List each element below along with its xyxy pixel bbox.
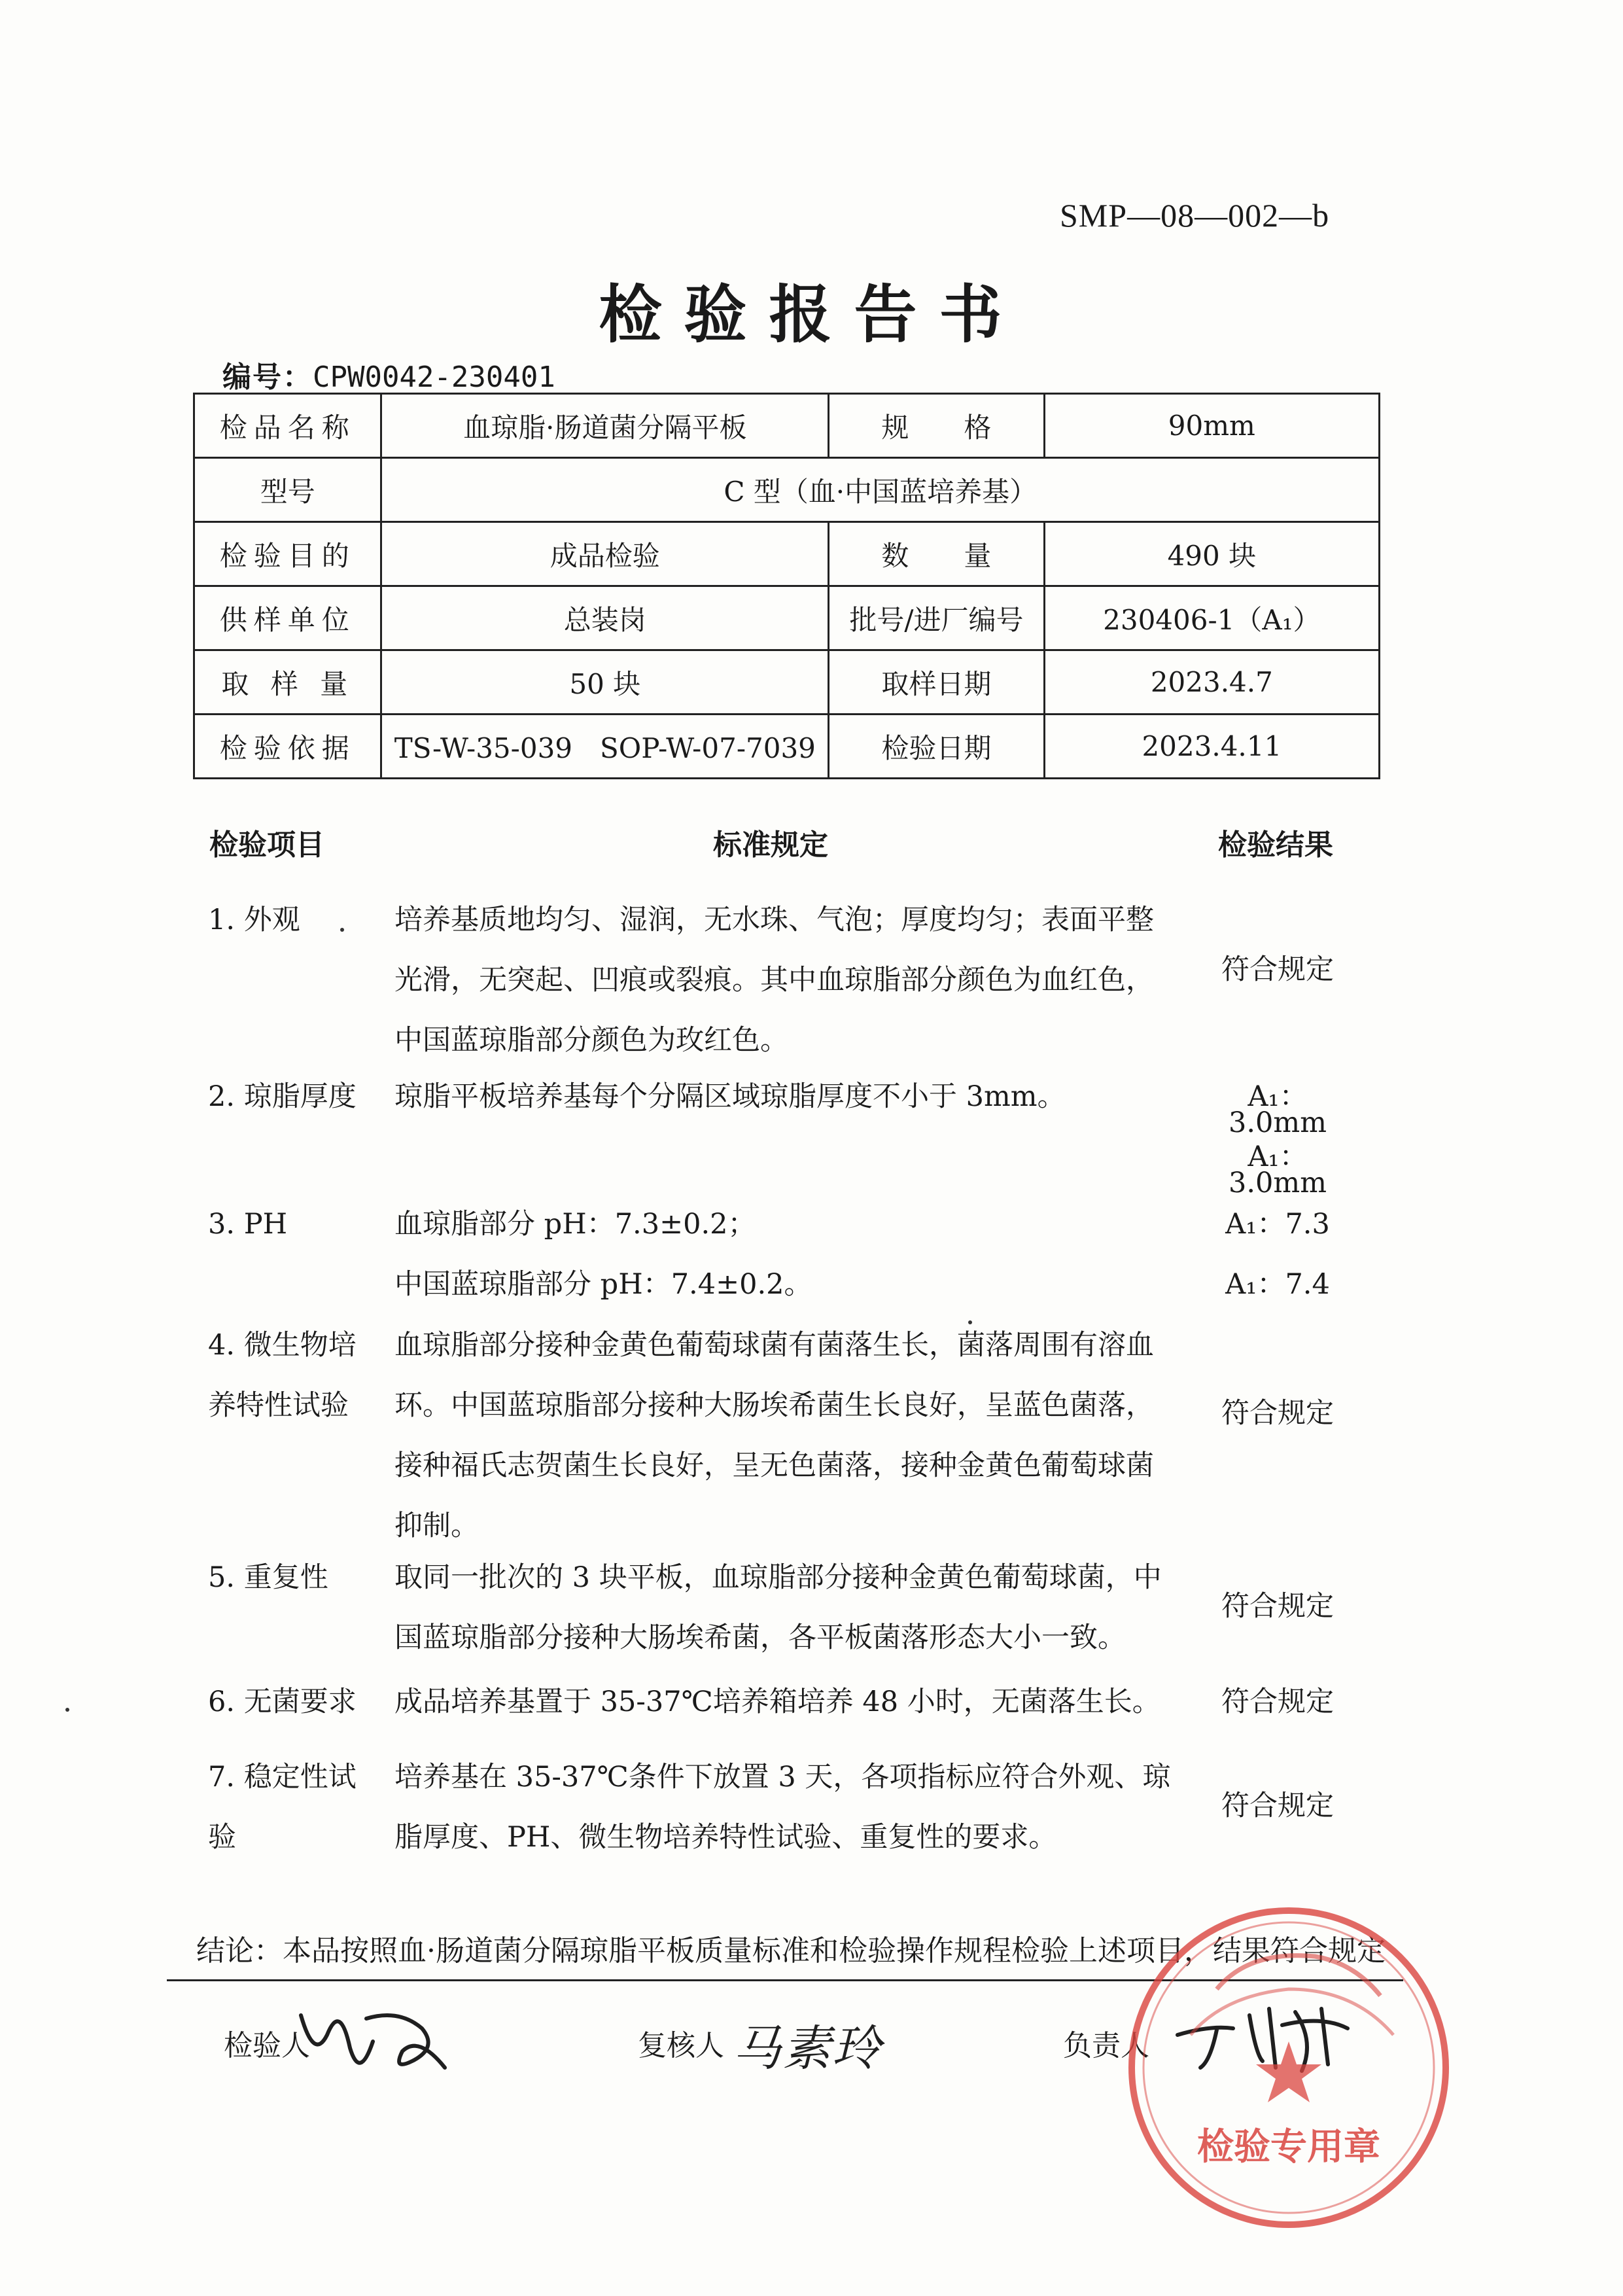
table-row bbox=[194, 586, 1380, 650]
item-label bbox=[208, 1672, 391, 1732]
standard-line: 血琼脂部分 pH：7.3±0.2； bbox=[394, 1208, 756, 1241]
table-row bbox=[194, 394, 1380, 458]
standard-line: 琼脂平板培养基每个分隔区域琼脂厚度不小于 3mm。 bbox=[394, 1080, 1066, 1113]
standard-line: 脂厚度、PH、微生物培养特性试验、重复性的要求。 bbox=[394, 1821, 1057, 1854]
serial-label: 编号： bbox=[222, 361, 313, 394]
standard-line: 取同一批次的 3 块平板，血琼脂部分接种金黄色葡萄球菌，中 bbox=[394, 1561, 1162, 1594]
item-label-line: 1. 外观 bbox=[208, 904, 300, 936]
table-row bbox=[194, 715, 1380, 779]
table-cell-label: 取样日期 bbox=[829, 650, 1045, 715]
table-cell-label: 检品名称 bbox=[194, 394, 381, 458]
standard-line: 国蓝琼脂部分接种大肠埃希菌，各平板菌落形态大小一致。 bbox=[394, 1621, 1126, 1654]
standard-line: 培养基在 35-37℃条件下放置 3 天，各项指标应符合外观、琼 bbox=[394, 1761, 1171, 1793]
table-cell-label: 型号 bbox=[194, 458, 381, 522]
table-cell-value: 2023.4.7 bbox=[1044, 650, 1379, 715]
reviewer-signature: 马素玲 bbox=[733, 2021, 882, 2077]
item-result: A₁：7.4 bbox=[1225, 1268, 1330, 1301]
table-cell-label: 数 量 bbox=[829, 522, 1045, 586]
item-label-line: 2. 琼脂厚度 bbox=[208, 1080, 357, 1113]
table-cell-label: 批号/进厂编号 bbox=[829, 586, 1045, 650]
item-result: 符合规定 bbox=[1221, 1397, 1334, 1430]
page-title: 检验报告书 bbox=[599, 277, 1024, 351]
header-item: 检验项目 bbox=[209, 828, 324, 862]
table-cell-value: 成品检验 bbox=[381, 522, 829, 586]
item-result: A₁：7.3 bbox=[1225, 1208, 1330, 1241]
table-cell-value: 血琼脂·肠道菌分隔平板 bbox=[381, 394, 829, 458]
header-standard: 标准规定 bbox=[713, 828, 828, 862]
table-cell-value: 230406-1（A₁） bbox=[1044, 586, 1379, 650]
standard-line: 成品培养基置于 35-37℃培养箱培养 48 小时，无菌落生长。 bbox=[394, 1686, 1161, 1718]
document-code: SMP—08—002—b bbox=[1060, 197, 1330, 234]
table-cell-label: 检验依据 bbox=[194, 715, 381, 779]
speck bbox=[340, 928, 344, 932]
responsible-label: 负责人 bbox=[1063, 2029, 1149, 2062]
standard-line: 培养基质地均匀、湿润，无水珠、气泡；厚度均匀；表面平整 bbox=[394, 904, 1154, 936]
table-cell-label: 取 样 量 bbox=[194, 650, 381, 715]
item-standard bbox=[394, 1315, 1376, 1556]
item-label-line: 6. 无菌要求 bbox=[208, 1686, 357, 1718]
table-cell-value: TS-W-35-039 SOP-W-07-7039 bbox=[381, 715, 829, 779]
table-cell-value: 90mm bbox=[1044, 394, 1379, 458]
item-label-line: 验 bbox=[208, 1821, 236, 1854]
standard-line: 血琼脂部分接种金黄色葡萄球菌有菌落生长，菌落周围有溶血 bbox=[394, 1329, 1154, 1362]
standard-line: 接种福氏志贺菌生长良好，呈无色菌落，接种金黄色葡萄球菌 bbox=[394, 1449, 1154, 1482]
speck bbox=[968, 1320, 972, 1324]
item-label bbox=[208, 1747, 391, 1867]
conclusion: 结论：本品按照血·肠道菌分隔琼脂平板质量标准和检验操作规程检验上述项目，结果符合规定 bbox=[196, 1934, 1386, 1968]
inspector-label: 检验人 bbox=[224, 2029, 310, 2062]
item-result: 符合规定 bbox=[1221, 1686, 1334, 1718]
item-result: 符合规定 bbox=[1221, 1790, 1334, 1822]
inspector-signature bbox=[288, 1989, 458, 2087]
item-result: 符合规定 bbox=[1221, 1590, 1334, 1623]
item-result: A₁：3.0mm bbox=[1229, 1140, 1327, 1199]
info-table bbox=[193, 393, 1380, 779]
item-result: 符合规定 bbox=[1221, 953, 1334, 986]
item-label-line: 4. 微生物培 bbox=[208, 1329, 357, 1362]
speck bbox=[65, 1708, 69, 1712]
reviewer-label: 复核人 bbox=[638, 2029, 724, 2062]
table-row bbox=[194, 522, 1380, 586]
item-label bbox=[208, 890, 391, 950]
item-label bbox=[208, 1194, 391, 1254]
table-cell-label: 检验日期 bbox=[829, 715, 1045, 779]
item-label-line: 5. 重复性 bbox=[208, 1561, 328, 1594]
table-row bbox=[194, 458, 1380, 522]
header-result: 检验结果 bbox=[1218, 828, 1333, 862]
standard-line: 光滑，无突起、凹痕或裂痕。其中血琼脂部分颜色为血红色， bbox=[394, 964, 1154, 997]
table-cell-value: 490 块 bbox=[1044, 522, 1379, 586]
item-label-line: 3. PH bbox=[208, 1208, 288, 1241]
table-cell-value: 2023.4.11 bbox=[1044, 715, 1379, 779]
table-cell-value: C 型（血·中国蓝培养基） bbox=[381, 458, 1380, 522]
table-row bbox=[194, 650, 1380, 715]
official-stamp bbox=[1119, 1898, 1459, 2238]
item-label-line: 养特性试验 bbox=[208, 1389, 349, 1422]
item-label-line: 7. 稳定性试 bbox=[208, 1761, 357, 1793]
table-cell-value: 50 块 bbox=[381, 650, 829, 715]
standard-line: 抑制。 bbox=[394, 1510, 479, 1542]
table-cell-label: 供样单位 bbox=[194, 586, 381, 650]
item-result: A₁：3.0mm bbox=[1229, 1080, 1327, 1139]
standard-line: 环。中国蓝琼脂部分接种大肠埃希菌生长良好，呈蓝色菌落， bbox=[394, 1389, 1154, 1422]
serial-number bbox=[222, 353, 555, 395]
item-label bbox=[208, 1315, 391, 1436]
table-cell-label: 检验目的 bbox=[194, 522, 381, 586]
table-cell-value: 总装岗 bbox=[381, 586, 829, 650]
item-label bbox=[208, 1547, 391, 1608]
item-label bbox=[208, 1067, 391, 1127]
standard-line: 中国蓝琼脂部分颜色为玫红色。 bbox=[394, 1024, 788, 1057]
serial-value: CPW0042-230401 bbox=[313, 361, 555, 394]
table-cell-label: 规 格 bbox=[829, 394, 1045, 458]
standard-line: 中国蓝琼脂部分 pH：7.4±0.2。 bbox=[394, 1268, 812, 1301]
stamp-text: 检验专用章 bbox=[1197, 2126, 1380, 2168]
